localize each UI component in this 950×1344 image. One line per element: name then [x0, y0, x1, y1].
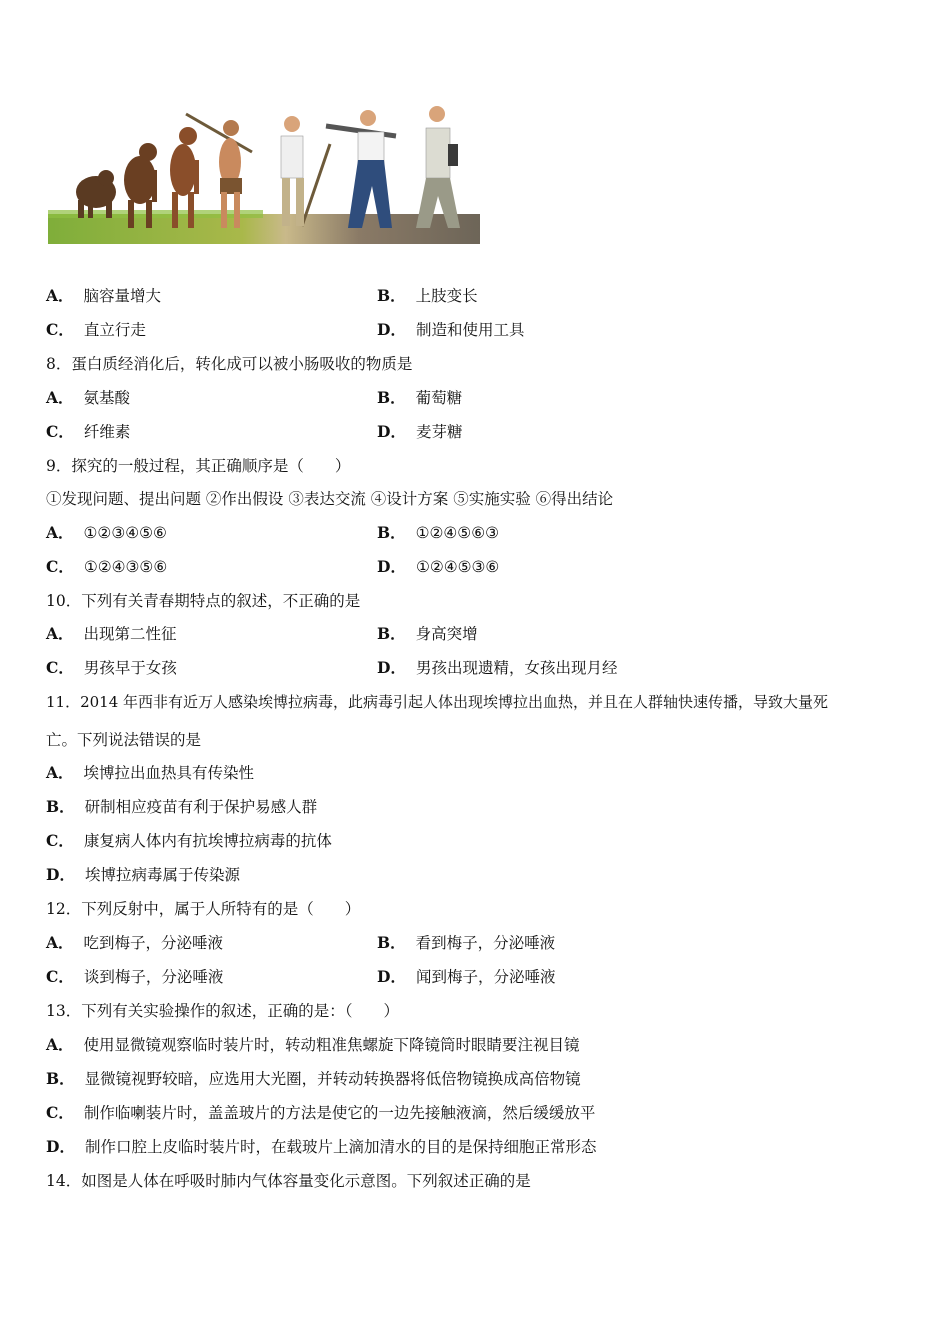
q12-option-c[interactable]: C． 谈到梅子，分泌唾液: [46, 967, 224, 986]
q10-option-a[interactable]: A． 出现第二性征: [46, 624, 177, 643]
q10-option-c[interactable]: C． 男孩早于女孩: [46, 658, 177, 677]
q10-stem: 10．下列有关青春期特点的叙述，不正确的是: [46, 592, 361, 610]
q9-option-c[interactable]: C． ①②④③⑤⑥: [46, 557, 168, 576]
q8-option-c[interactable]: C． 纤维素: [46, 422, 131, 441]
q11-option-d[interactable]: D． 埃博拉病毒属于传染源: [46, 865, 240, 884]
q9-option-a[interactable]: A． ①②③④⑤⑥: [46, 523, 167, 542]
q11-option-a[interactable]: A． 埃博拉出血热具有传染性: [46, 763, 255, 782]
q9-steps: ①发现问题、提出问题 ②作出假设 ③表达交流 ④设计方案 ⑤实施实验 ⑥得出结论: [46, 490, 614, 508]
q11-stem-line2: 亡。下列说法错误的是: [46, 731, 202, 749]
q7-option-d[interactable]: D． 制造和使用工具: [377, 320, 525, 339]
q12-stem: 12．下列反射中，属于人所特有的是（ ）: [46, 900, 361, 918]
q11-option-c[interactable]: C． 康复病人体内有抗埃博拉病毒的抗体: [46, 831, 332, 850]
q13-option-d[interactable]: D． 制作口腔上皮临时装片时，在载玻片上滴加清水的目的是保持细胞正常形态: [46, 1137, 597, 1156]
q8-option-a[interactable]: A． 氨基酸: [46, 388, 131, 407]
q9-option-d[interactable]: D． ①②④⑤③⑥: [377, 557, 500, 576]
q13-stem: 13．下列有关实验操作的叙述，正确的是：（ ）: [46, 1002, 399, 1020]
q8-option-d[interactable]: D． 麦芽糖: [377, 422, 463, 441]
q11-stem-line1: 11．2014 年西非有近万人感染埃博拉病毒，此病毒引起人体出现埃博拉出血热，并且在人群轴快速传播，导致大量死: [46, 693, 829, 711]
q13-option-b[interactable]: B． 显微镜视野较暗，应选用大光圈，并转动转换器将低倍物镜换成高倍物镜: [46, 1069, 581, 1088]
q13-option-a[interactable]: A． 使用显微镜观察临时装片时，转动粗准焦螺旋下降镜筒时眼睛要注视目镜: [46, 1035, 580, 1054]
q8-stem: 8．蛋白质经消化后，转化成可以被小肠吸收的物质是: [46, 355, 413, 373]
q7-option-b[interactable]: B． 上肢变长: [377, 286, 478, 305]
q11-option-b[interactable]: B． 研制相应疫苗有利于保护易感人群: [46, 797, 318, 816]
q10-option-d[interactable]: D． 男孩出现遗精，女孩出现月经: [377, 658, 618, 677]
q14-stem: 14．如图是人体在呼吸时肺内气体容量变化示意图。下列叙述正确的是: [46, 1172, 531, 1190]
q7-option-c[interactable]: C． 直立行走: [46, 320, 146, 339]
q12-option-b[interactable]: B． 看到梅子，分泌唾液: [377, 933, 556, 952]
q8-option-b[interactable]: B． 葡萄糖: [377, 388, 463, 407]
q13-option-c[interactable]: C． 制作临喇装片时，盖盖玻片的方法是使它的一边先接触液滴，然后缓缓放平: [46, 1103, 596, 1122]
q12-option-d[interactable]: D． 闻到梅子，分泌唾液: [377, 967, 556, 986]
q9-option-b[interactable]: B． ①②④⑤⑥③: [377, 523, 499, 542]
q7-option-a[interactable]: A． 脑容量增大: [46, 286, 162, 305]
q10-option-b[interactable]: B． 身高突增: [377, 624, 478, 643]
q12-option-a[interactable]: A． 吃到梅子，分泌唾液: [46, 933, 224, 952]
human-evolution-figure: [48, 100, 480, 248]
q9-stem: 9．探究的一般过程，其正确顺序是（ ）: [46, 457, 351, 475]
